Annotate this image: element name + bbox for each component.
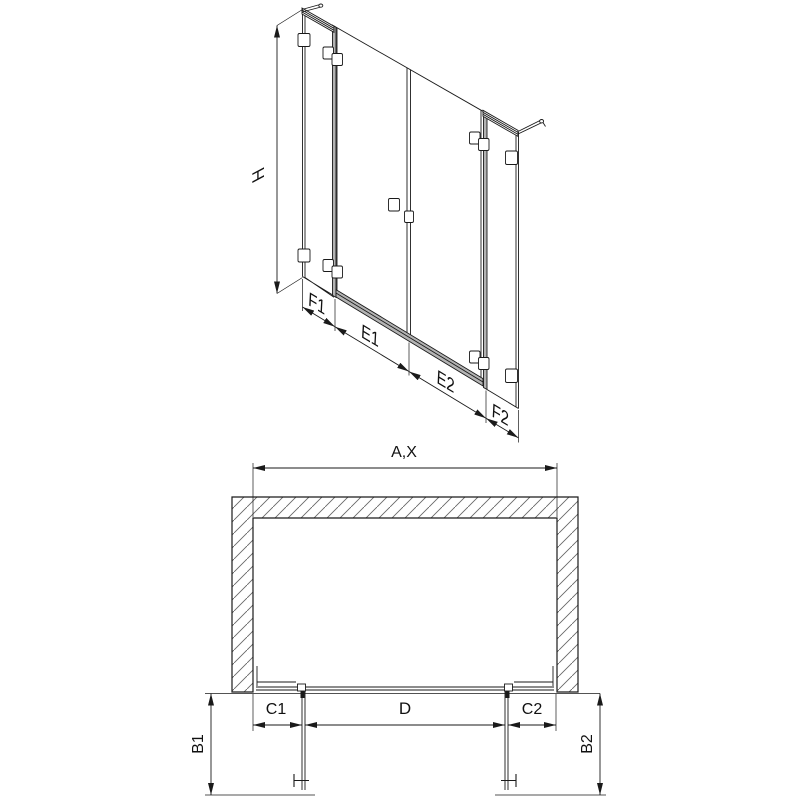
dim-label-c1: C1	[265, 701, 287, 718]
wall-anchor-cap-left	[319, 4, 323, 7]
dimension-d	[305, 699, 505, 725]
dim-label-e1: E1	[360, 319, 380, 352]
dim-label-f1: F1	[307, 287, 326, 320]
dim-label-c2: C2	[521, 701, 543, 718]
left-door-hinge-mark	[301, 691, 305, 698]
plan-view	[190, 444, 606, 795]
dim-label-e2: E2	[436, 365, 456, 398]
right-door-open-plan	[501, 684, 516, 790]
left-door-pivot	[298, 684, 306, 691]
dim-label-h: H	[249, 163, 268, 187]
wall-profile-left	[257, 666, 296, 686]
dim-label-f2: F2	[491, 399, 510, 431]
wall-clamp-top-left	[298, 34, 310, 47]
top-support-bar-left	[302, 4, 334, 32]
dim-label-b1: B1	[190, 734, 207, 754]
isometric-view	[249, 4, 545, 443]
dim-label-ax: A,X	[391, 444, 417, 461]
wall-profile-right	[514, 666, 553, 686]
right-door-knob	[405, 211, 414, 223]
right-door-hinge-mark	[506, 691, 510, 698]
dimension-b1	[190, 694, 315, 796]
dimension-c2	[508, 694, 556, 731]
dimension-c1	[253, 694, 302, 731]
right-hinge-stile	[484, 112, 488, 390]
door-handles-iso	[389, 199, 414, 223]
left-door	[337, 28, 411, 335]
wall-anchor-cap-right	[540, 120, 544, 123]
left-hinge-stile	[333, 25, 337, 297]
left-door-open-plan	[294, 684, 309, 790]
right-fixed-panel	[487, 131, 519, 409]
right-door-handle-plan	[501, 774, 516, 787]
right-door-pivot	[505, 684, 513, 691]
wall-section	[232, 497, 578, 692]
wall-clamp-bottom-right	[506, 369, 518, 383]
dimension-b2	[495, 694, 606, 796]
doors-top-edge	[334, 26, 483, 111]
dim-label-d: D	[398, 699, 412, 718]
wall-clamp-bottom-left	[298, 249, 310, 262]
top-support-bar-right	[483, 110, 546, 136]
dimension-h	[249, 10, 302, 294]
left-door-knob	[389, 199, 400, 212]
dim-label-b2: B2	[579, 734, 596, 754]
wall-clamp-top-right	[506, 151, 518, 165]
left-door-handle-plan	[294, 774, 309, 787]
